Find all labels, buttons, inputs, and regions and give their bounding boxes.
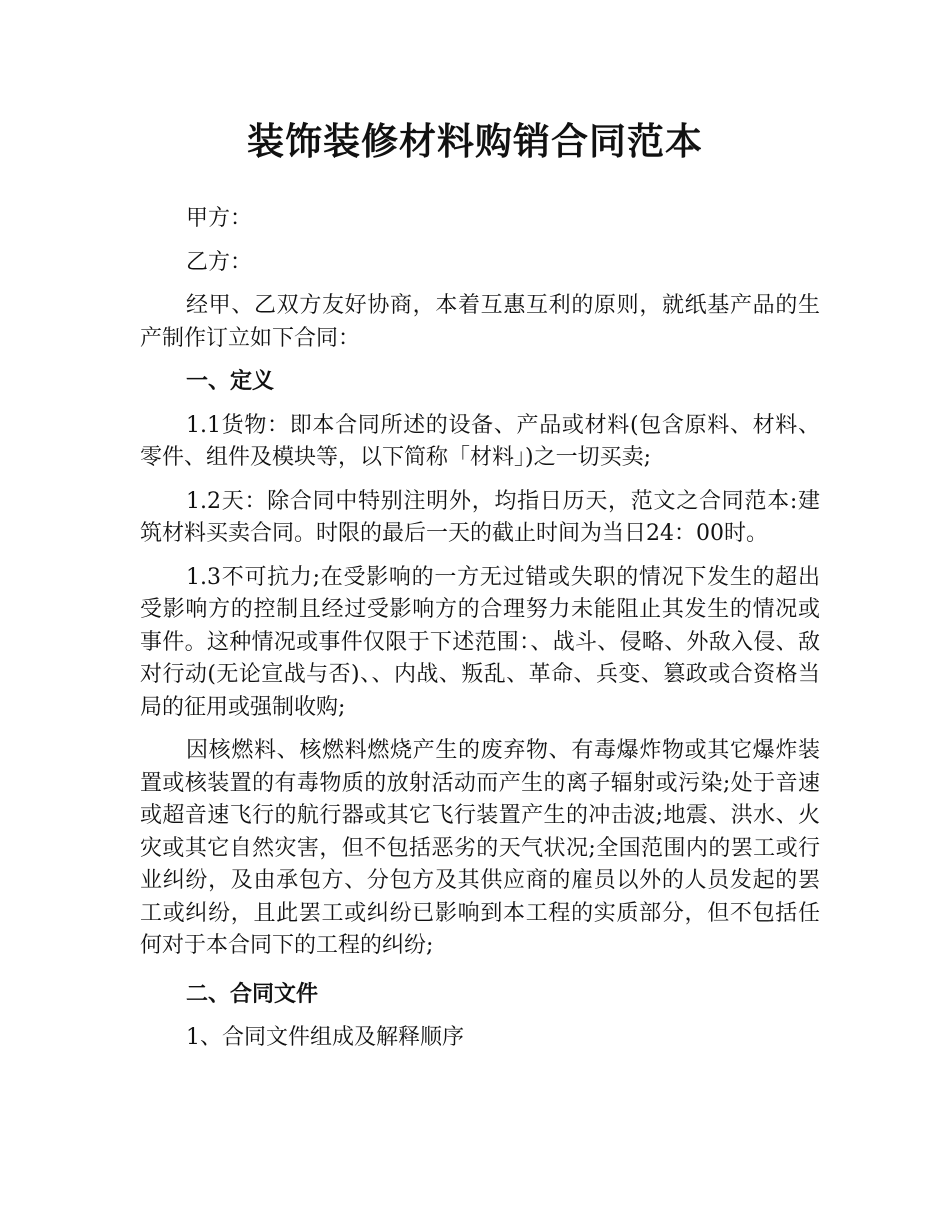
party-a-line: 甲方： xyxy=(186,206,253,231)
definition-1-1: 1.1货物：即本合同所述的设备、产品或材料(包含原料、材料、零件、组件及模块等，以下简称「材料」)之一切买卖; xyxy=(140,412,820,470)
definition-1-3-continued: 因核燃料、核燃料燃烧产生的废弃物、有毒爆炸物或其它爆炸装置或核装置的有毒物质的放射活动而产生的离子辐射或污染;处于音速或超音速飞行的航行器或其它飞行装置产生的冲击波;地震、洪水、火灾或其它自然灾害，但不包括恶劣的天气状况;全国范围内的罢工或行业纠纷，及由承包方、分包方及其供应商的雇员以外的人员发起的罢工或纠纷，且此罢工或纠纷已影响到本工程的实质部分，但不包括任何对于本合同下的工程的纠纷; xyxy=(140,738,820,958)
section-heading-definitions: 一、定义 xyxy=(186,369,275,394)
intro-paragraph: 经甲、乙双方友好协商，本着互惠互利的原则，就纸基产品的生产制作订立如下合同： xyxy=(140,293,820,351)
item-2-1: 1、合同文件组成及解释顺序 xyxy=(186,1025,464,1050)
party-b-line: 乙方： xyxy=(186,249,253,275)
definition-1-2: 1.2天：除合同中特别注明外，均指日历天，范文之合同范本:建筑材料买卖合同。时限的最后一天的截止时间为当日24：00时。 xyxy=(140,488,820,546)
document-body xyxy=(140,203,820,1066)
document-title: 装饰装修材料购销合同范本 xyxy=(247,120,703,163)
section-heading-contract-documents: 二、合同文件 xyxy=(186,981,319,1007)
definition-1-3: 1.3不可抗力;在受影响的一方无过错或失职的情况下发生的超出受影响方的控制且经过受影响方的合理努力未能阻止其发生的情况或事件。这种情况或事件仅限于下述范围：、战斗、侵略、外敌入侵、敌对行动(无论宣战与否)、、内战、叛乱、革命、兵变、篡政或合资格当局的征用或强制收购; xyxy=(140,564,820,720)
